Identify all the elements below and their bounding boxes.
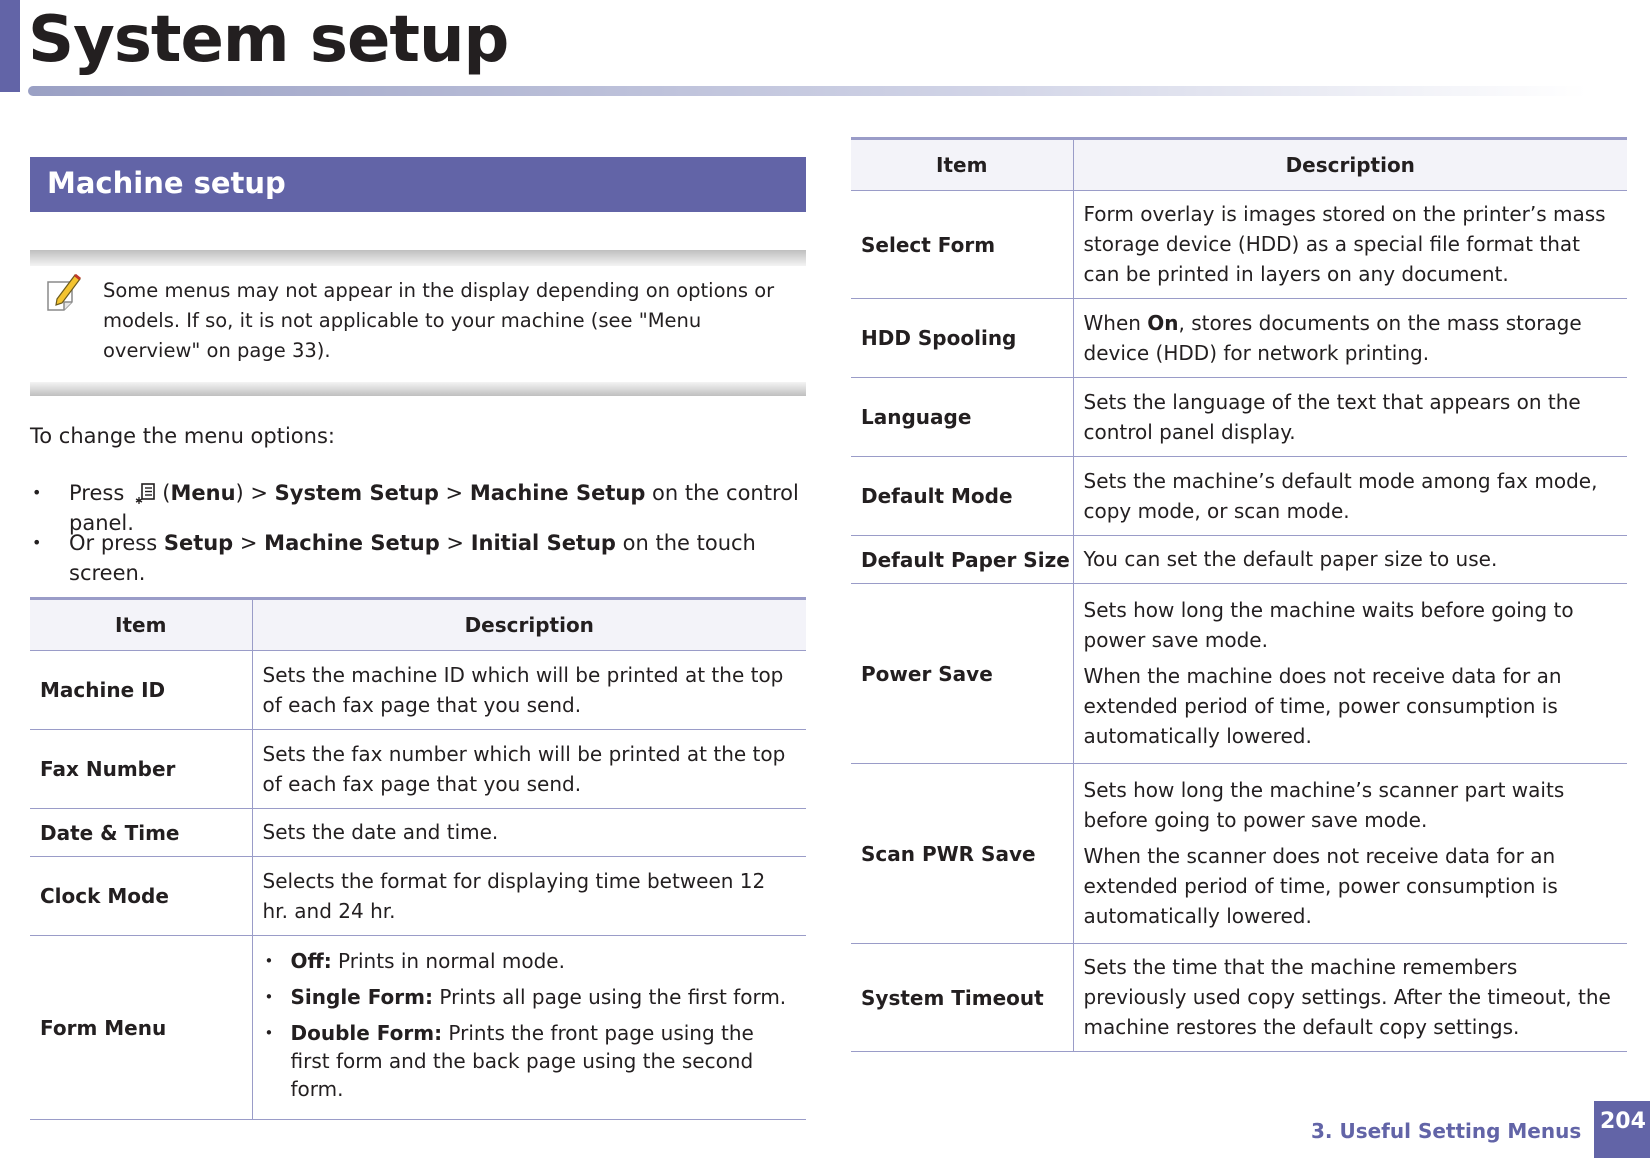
section-title: Machine setup [47, 166, 286, 200]
table-row: Clock Mode Selects the format for displaying time between 12 hr. and 24 hr. [30, 857, 806, 936]
page-number-badge [1594, 1101, 1650, 1158]
table-row: Language Sets the language of the text that appears on the control panel display. [851, 378, 1627, 457]
section-header [30, 157, 806, 212]
form-menu-options [263, 947, 795, 1103]
menu-icon [134, 481, 158, 505]
list-item: • Single Form: Prints all page using the first form. [263, 983, 795, 1011]
table-row: System Timeout Sets the time that the machine remembers previously used copy settings. After the timeout, the machine restores the default copy settings. [851, 944, 1627, 1052]
table-row: Date & Time Sets the date and time. [30, 809, 806, 857]
table-row: HDD Spooling When On, stores documents on the mass storage device (HDD) for network printing. [851, 299, 1627, 378]
table-header-row [851, 139, 1627, 191]
list-item: • Off: Prints in normal mode. [263, 947, 795, 975]
note-pencil-icon [44, 272, 82, 316]
table-row: Power Save Sets how long the machine waits before going to power save mode. When the machine does not receive data for an extended period of time, power consumption is automatically lowered. [851, 584, 1627, 764]
table-row: Machine ID Sets the machine ID which will be printed at the top of each fax page that you send. [30, 651, 806, 730]
table-row: Default Paper Size You can set the default paper size to use. [851, 536, 1627, 584]
page-number: 204 [1600, 1109, 1646, 1134]
page-title: System setup [28, 3, 509, 77]
chapter-tab [0, 0, 20, 92]
footer-chapter: 3. Useful Setting Menus [1311, 1119, 1582, 1143]
note-top-border [30, 250, 806, 266]
table-row: Select Form Form overlay is images stored on the printer’s mass storage device (HDD) as a special file format that can be printed in layers on any document. [851, 191, 1627, 299]
table-header-row [30, 599, 806, 651]
intro-text: To change the menu options: [30, 424, 335, 448]
note-text: Some menus may not appear in the display depending on options or models. If so, it is not applicable to your machine (see "Menu overview" on page 33). [103, 279, 775, 362]
step-touch-screen: • Or press Setup > Machine Setup > Initial Setup on the touch screen. [30, 528, 810, 578]
table-row: Fax Number Sets the fax number which will be printed at the top of each fax page that you send. [30, 730, 806, 809]
machine-setup-table-1 [30, 597, 806, 1120]
header-item: Item [30, 599, 252, 651]
table-row: Default Mode Sets the machine’s default mode among fax mode, copy mode, or scan mode. [851, 457, 1627, 536]
header-item: Item [851, 139, 1073, 191]
header-description: Description [252, 599, 806, 651]
list-item: • Double Form: Prints the front page using the first form and the back page using the second form. [263, 1019, 795, 1103]
step-control-panel: • Press (Menu) > System Setup > Machine Setup on the control panel. [30, 478, 810, 528]
table-row: Scan PWR Save Sets how long the machine’s scanner part waits before going to power save mode. When the scanner does not receive data for an extended period of time, power consumption is automatically lowered. [851, 764, 1627, 944]
machine-setup-table-2 [851, 137, 1627, 1052]
header-description: Description [1073, 139, 1627, 191]
title-rule [28, 86, 1588, 96]
steps-list [30, 478, 810, 585]
note-bottom-border [30, 382, 806, 396]
table-row: Form Menu • Off: Prints in normal mode. • Single Form: Prints all page using the first form. • Double Form: Prints the front page using the first form and the back page using the second form. [30, 936, 806, 1120]
